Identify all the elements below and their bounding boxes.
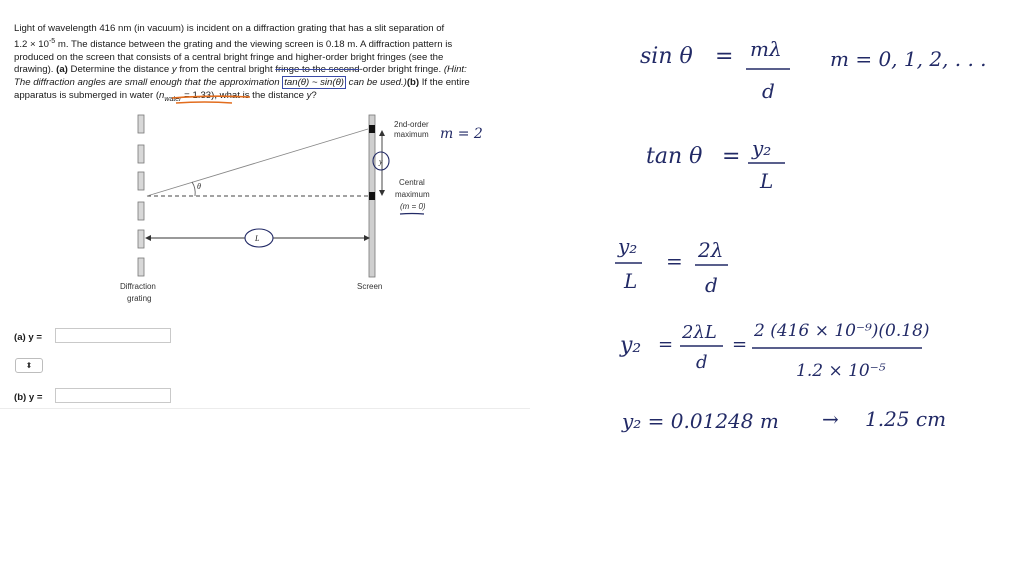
hint-text: can be used.) bbox=[346, 77, 407, 88]
units-select[interactable] bbox=[15, 358, 43, 373]
label-m0: (m = 0) bbox=[400, 202, 426, 211]
central-fringe bbox=[369, 192, 375, 200]
theta-label: θ bbox=[197, 182, 201, 191]
problem-text: ? bbox=[311, 89, 317, 101]
note-y2: y₂ bbox=[752, 136, 772, 160]
answer-a-label: (a) y = bbox=[14, 332, 42, 343]
subscript-water: water bbox=[164, 95, 182, 103]
diffraction-diagram bbox=[100, 110, 500, 310]
m0-underline bbox=[400, 214, 424, 215]
part-a-marker: (a) bbox=[56, 64, 68, 76]
note-y2: y₂ bbox=[620, 333, 642, 358]
answer-b-label: (b) y = bbox=[14, 392, 43, 403]
note-equals: = bbox=[658, 334, 674, 355]
problem-text: m. The distance between the grating and the viewing screen is 0.18 m. A diffraction pattern is bbox=[55, 38, 453, 50]
problem-text: apparatus is submerged in water ( bbox=[14, 89, 160, 101]
y-label: y bbox=[379, 157, 383, 166]
label-diffraction: Diffraction bbox=[120, 282, 156, 291]
diffraction-grating bbox=[138, 115, 144, 276]
note-equals: = bbox=[666, 249, 683, 273]
problem-text: Determine the distance bbox=[67, 64, 172, 76]
L-label: L bbox=[255, 234, 260, 243]
hint-start: (Hint: bbox=[443, 64, 467, 76]
label-screen: Screen bbox=[357, 282, 383, 291]
note-tan-theta: tan θ bbox=[646, 144, 703, 169]
note-equals: = bbox=[722, 144, 741, 169]
variable-n: n bbox=[159, 89, 165, 101]
note-d: d bbox=[762, 79, 775, 103]
handwritten-m2: m = 2 bbox=[440, 126, 483, 142]
note-result: y₂ = 0.01248 m bbox=[622, 409, 779, 433]
note-d: d bbox=[705, 273, 718, 297]
note-2lambda: 2λ bbox=[698, 238, 724, 262]
handwritten-notes bbox=[560, 0, 1020, 460]
theta-arc bbox=[192, 182, 195, 196]
divider bbox=[0, 408, 530, 409]
note-m-values: m = 0, 1, 2, . . . bbox=[830, 47, 987, 71]
answer-a-input[interactable] bbox=[55, 328, 171, 343]
note-denominator: 1.2 × 10⁻⁵ bbox=[796, 361, 886, 381]
2nd-order-fringe bbox=[369, 125, 375, 133]
problem-text: drawing). bbox=[14, 64, 57, 76]
label-2nd-order: 2nd-order bbox=[394, 120, 429, 129]
variable-y: y bbox=[306, 89, 312, 101]
diffracted-ray bbox=[147, 129, 368, 196]
orange-underline bbox=[172, 96, 250, 98]
problem-text: produced on the screen that consists of a central bright fringe and higher-order bright fringes (see the bbox=[14, 51, 444, 63]
problem-exponent: -5 bbox=[48, 37, 56, 45]
note-d: d bbox=[696, 352, 708, 373]
arrow-icon: → bbox=[822, 407, 839, 431]
part-b-marker: (b) bbox=[406, 77, 420, 88]
problem-text: from the central bright bbox=[176, 64, 276, 76]
hint-approximation-boxed: tan(θ) ~ sin(θ) bbox=[284, 77, 344, 88]
note-L: L bbox=[760, 169, 774, 193]
problem-text: Light of wavelength 416 nm (in vacuum) is incident on a diffraction grating that has a slit separation of bbox=[14, 23, 445, 34]
note-sin-theta: sin θ bbox=[640, 44, 693, 69]
note-y2: y₂ bbox=[618, 234, 638, 258]
note-equals: = bbox=[715, 44, 734, 69]
answer-b-input[interactable] bbox=[55, 388, 171, 403]
label-central: Central bbox=[399, 178, 425, 187]
note-2lambdaL: 2λL bbox=[682, 322, 717, 343]
note-substitution: 2 (416 × 10⁻⁹)(0.18) bbox=[754, 321, 930, 341]
label-grating: grating bbox=[127, 294, 152, 303]
orange-underline-2 bbox=[176, 102, 232, 103]
variable-y: y bbox=[171, 64, 177, 76]
note-m-lambda: mλ bbox=[750, 37, 782, 61]
underline-annotation bbox=[0, 0, 540, 120]
note-final-cm: 1.25 cm bbox=[865, 407, 947, 431]
note-equals: = bbox=[732, 334, 748, 355]
problem-text: 1.2 × 10 bbox=[14, 38, 49, 50]
label-central-maximum: maximum bbox=[395, 190, 430, 199]
hint-text: The diffraction angles are small enough that the approximation bbox=[14, 77, 283, 88]
note-L: L bbox=[624, 269, 638, 293]
problem-text: If the entire bbox=[419, 77, 470, 88]
problem-text: = 1.33), what is the distance bbox=[181, 89, 307, 101]
label-maximum: maximum bbox=[394, 130, 429, 139]
problem-text-struck: fringe to the second bbox=[275, 64, 360, 76]
select-arrows-icon: ⬍ bbox=[25, 361, 33, 370]
problem-text: -order bright fringe. bbox=[359, 64, 444, 76]
